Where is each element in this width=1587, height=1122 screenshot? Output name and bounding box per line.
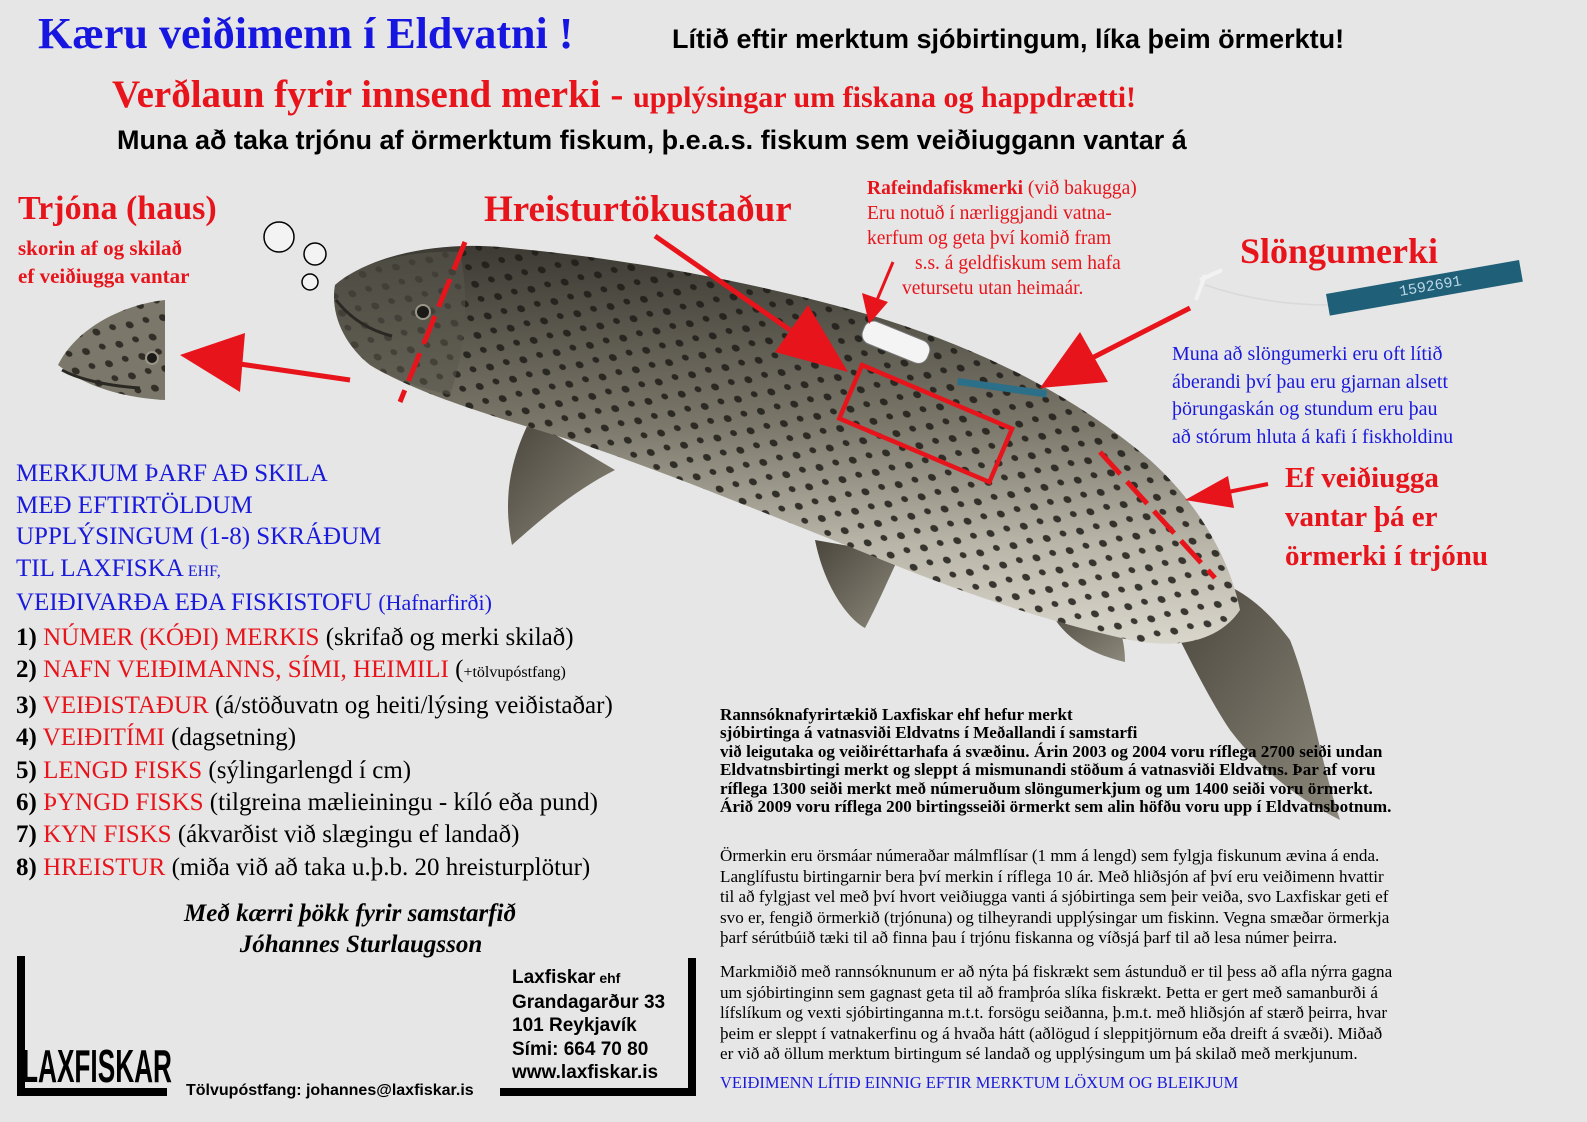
city-address: 101 Reykjavík <box>512 1015 637 1037</box>
return-line: MEÐ EFTIRTÖLDUM <box>16 491 253 519</box>
return-line: UPPLÝSINGUM (1-8) SKRÁÐUM <box>16 523 382 550</box>
list-item: 8) HREISTUR (miða við að taka u.þ.b. 20 hreisturplötur) <box>16 853 591 881</box>
header-subtitle: Lítið eftir merktum sjóbirtingum, líka þeim örmerktu! <box>672 24 1345 54</box>
microtag-paragraph <box>720 846 1560 949</box>
company-suffix: ehf <box>595 970 621 986</box>
paragraph-line: er við að öllum merktum birtingum sé landað og upplýsingum um þá skilað með merkjunum. <box>720 1044 1358 1064</box>
bubble-large <box>264 222 294 252</box>
snout-instructions <box>18 234 189 290</box>
bubble-small <box>302 274 318 290</box>
contact-bracket <box>688 958 696 1096</box>
paragraph-line: Árið 2009 voru ríflega 200 birtingsseiði örmerkt sem alin höfðu voru upp í Eldvatnsbotnum. <box>720 797 1392 817</box>
reward-line <box>112 72 1136 117</box>
streamer-note-line: þörungaskán og stundum eru þau <box>1172 398 1438 420</box>
paragraph-line: svo er, fengið örmerkið (trjónuna) og tilheyrandi upplýsingar um fiskinn. Vegna smæðar örmerkja <box>720 907 1390 927</box>
list-item: 6) ÞYNGD FISKS (tilgreina mælieiningu - kíló eða pund) <box>16 789 598 817</box>
laxfiskar-logo <box>17 956 167 1096</box>
streamer-note-line: áberandi því þau eru gjarnan alsett <box>1172 370 1448 393</box>
thanks-signature <box>0 898 700 960</box>
goal-paragraph <box>720 962 1560 1065</box>
thanks-line: Með kærri þökk fyrir samstarfið <box>184 900 516 927</box>
list-item: 5) LENGD FISKS (sýlingarlengd í cm) <box>16 756 412 784</box>
return-line: MERKJUM ÞARF AÐ SKILA <box>16 460 328 487</box>
paragraph-line: Markmiðið með rannsóknunum er að nýta þá fiskrækt sem ástunduð er til þess að afla nýrra gagna <box>720 962 1393 981</box>
streamer-tag-label: Slöngumerki <box>1240 231 1439 271</box>
paragraph-line: til að fylgjast vel með því hvort veiðiugga vanti á sjóbirtinga sem þeir veiða, svo Laxfiskar geti ef <box>720 887 1389 907</box>
return-instructions <box>16 458 492 619</box>
electronic-tag-line: kerfum og geta því komið fram <box>867 228 1112 249</box>
electronic-tag-line: vetursetu utan heimaár. <box>902 278 1084 299</box>
paragraph-line: Rannsóknafyrirtækið Laxfiskar ehf hefur merkt <box>720 705 1073 724</box>
bubble-medium <box>304 243 326 265</box>
adipose-label-line: Ef veiðiugga <box>1285 462 1439 494</box>
electronic-tag-line: Eru notuð í nærliggjandi vatna- <box>867 203 1112 224</box>
hafnarfjordur: (Hafnarfirði) <box>378 590 492 615</box>
paragraph-line: Eldvatnsbirtingi merkt og sleppt á mismunandi stöðum á vatnasviði Eldvatns. Þar af voru <box>720 760 1376 780</box>
required-info-list <box>16 622 613 884</box>
snout-instruction-line: skorin af og skilað <box>18 236 182 260</box>
paragraph-line: Langlífustu birtingarnir bera því merkin í ríflega 10 ár. Með hliðsjón af því eru veiðimenn hvattir <box>720 866 1384 886</box>
snout-illustration <box>58 300 165 400</box>
reward-heading: Verðlaun fyrir innsend merki - <box>112 73 634 116</box>
paragraph-line: um sjóbirtinginn sem gagnast geta til að framþróa slíka fiskrækt. Þetta er gert með samanburði á <box>720 982 1378 1002</box>
list-item: 1) NÚMER (KÓÐI) MERKIS (skrifað og merki skilað) <box>16 624 574 651</box>
paragraph-line: sjóbirtinga á vatnasviði Eldvatns í Meðallandi í samstarfi <box>720 723 1138 743</box>
research-intro <box>720 706 1560 816</box>
snout-reminder: Muna að taka trjónu af örmerktum fiskum, þ.e.a.s. fiskum sem veiðiuggann vantar á <box>117 125 1187 155</box>
arrow-to-adipose-fin <box>1185 476 1268 508</box>
electronic-tag-location: (við bakugga) <box>1023 178 1137 199</box>
return-line: TIL LAXFISKA <box>16 554 184 582</box>
snout-label: Trjóna (haus) <box>18 190 217 227</box>
phone-number: Sími: 664 70 80 <box>512 1038 649 1060</box>
adipose-fin-label <box>1285 459 1488 576</box>
scale-sample-label: Hreisturtökustaður <box>484 189 792 230</box>
streamer-note-line: Muna að slöngumerki eru oft lítið <box>1172 343 1443 365</box>
paragraph-line: þeim er sleppt í vatnakerfinu og á hvaða hátt (aðlögud í sleppitjörnum eða dreift á svæði). Miðað <box>720 1023 1383 1043</box>
adipose-label-line: vantar þá er <box>1285 501 1438 533</box>
website-link[interactable]: www.laxfiskar.is <box>512 1062 659 1084</box>
contact-bracket-bottom <box>500 1088 696 1096</box>
paragraph-line: Örmerkin eru örsmáar númeraðar málmflísar (1 mm á lengd) sem fylgja fiskunum ævina á enda. <box>720 846 1380 865</box>
reward-detail: upplýsingar um fiskana og happdrætti! <box>633 81 1137 114</box>
paragraph-line: ríflega 1300 seiði merkt með númeruðum slöngumerkjum og um 1400 seiði voru örmerkt. <box>720 778 1373 798</box>
street-address: Grandagarður 33 <box>512 991 666 1013</box>
arrow-to-streamer-tag <box>1040 308 1190 388</box>
electronic-tag-line: s.s. á geldfiskum sem hafa <box>915 253 1121 274</box>
paragraph-line: lífslíkum og vexti sjóbirtinganna m.t.t. forsögu seiðanna, þ.m.t. með hliðsjón af stærð þeirra, hvar <box>720 1003 1388 1023</box>
signature-name: Jóhannes Sturlaugsson <box>239 931 483 958</box>
electronic-tag-title: Rafeindafiskmerki <box>867 178 1023 199</box>
arrow-to-snout <box>180 333 350 392</box>
contact-block <box>512 966 665 1085</box>
list-item: 2) NAFN VEIÐIMANNS, SÍMI, HEIMILI (+tölvupóstfang) <box>16 656 566 684</box>
snout-instruction-line: ef veiðiugga vantar <box>18 264 190 288</box>
email-address[interactable]: Tölvupóstfang: johannes@laxfiskar.is <box>186 1082 474 1099</box>
adipose-label-line: örmerki í trjónu <box>1285 540 1488 572</box>
list-item: 7) KYN FISKS (ákvarðist við slægingu ef landað) <box>16 821 520 849</box>
paragraph-line: við leigutaka og veiðiréttarhafa á svæðinu. Árin 2003 og 2004 voru ríflega 2700 seiði undan <box>720 741 1383 761</box>
fish-eye <box>416 305 430 319</box>
electronic-tag-note <box>867 176 1137 301</box>
list-item: 3) VEIÐISTAÐUR (á/stöðuvatn og heiti/lýsing veiðistaðar) <box>16 691 613 719</box>
logo-text: LAXFISKAR <box>22 1040 172 1092</box>
return-line: VEIÐIVARÐA EÐA FISKISTOFU <box>16 589 379 616</box>
page-title: Kæru veiðimenn í Eldvatni ! <box>38 9 574 58</box>
ehf-suffix: EHF, <box>183 562 221 580</box>
paragraph-line: þarf sérútbúið tæki til að finna þau í trjónu fiskanna og víðsjá þarf til að lesa númer þeirra. <box>720 928 1338 948</box>
company-name: Laxfiskar <box>512 967 596 988</box>
list-item: 4) VEIÐITÍMI (dagsetning) <box>16 724 297 752</box>
streamer-tag-note <box>1172 341 1453 451</box>
salmon-char-note: VEIÐIMENN LÍTIÐ EINNIG EFTIR MERKTUM LÖXUM OG BLEIKJUM <box>720 1073 1239 1092</box>
svg-text:1592691: 1592691 <box>1397 273 1463 301</box>
fish-head <box>334 252 465 395</box>
streamer-note-line: að stórum hluta á kafi í fiskholdinu <box>1172 425 1454 448</box>
